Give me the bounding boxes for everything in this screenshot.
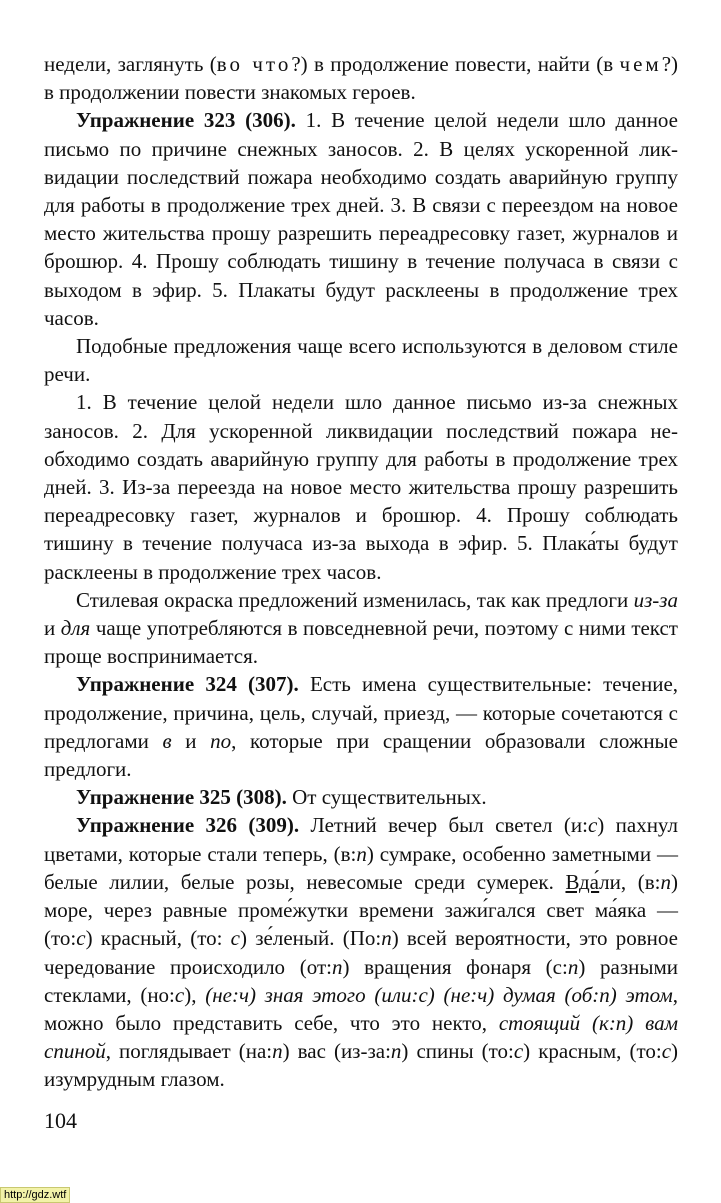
text-run: От существительных. xyxy=(286,785,487,810)
text-run: Есть имена существительные: течение, продолжение, причина, цель, случай, приезд, — которые сочетаются с предлогами xyxy=(44,672,679,753)
text-run: ) спины (то: xyxy=(401,1039,514,1064)
text-run: ) вращения фонаря (с: xyxy=(342,954,568,979)
text-run: и xyxy=(44,616,61,641)
text-run: недели, заглянуть ( xyxy=(44,52,217,76)
text-run: , можно было представить себе, что это некто, xyxy=(44,982,679,1035)
italic-phrase: (не:ч) зная этого (или:с) (не:ч) думая (об:п) этом xyxy=(205,982,673,1007)
text-run: 1. В течение целой недели шло данное письмо из-за снежных заносов. 2. Для ускоренной ликвидации последствий пожара необходимо создать аварийную группу для работы в продолжение трех дней. 3. Из-за переезда на новое место жительства прошу разрешить переадресовку газет, журналов и брошюр. 4. Прошу соблюдать тишину в течение получаса из-за выхода в эфир. 5. Плака́ты будут расклеены в продолжение трех часов. xyxy=(44,390,678,584)
italic-letter: п xyxy=(660,869,671,894)
page-number: 104 xyxy=(44,1108,77,1133)
text-run: ) пахнул цветами, которые стали теперь, (в: xyxy=(44,813,678,866)
italic-letter: п xyxy=(567,954,579,979)
exercise-325 xyxy=(44,783,678,811)
italic-letter: п xyxy=(272,1039,283,1064)
text-run: ли, (в: xyxy=(599,869,661,894)
italic-letter: п xyxy=(356,841,367,866)
italic-letter: с xyxy=(174,982,185,1007)
italic-letter: с xyxy=(230,926,240,951)
text-run: ) изумрудным глазом. xyxy=(44,1039,679,1092)
watermark-link[interactable]: http://gdz.wtf xyxy=(0,1187,70,1203)
exercise-heading: Упражнение 324 (307). xyxy=(76,672,299,697)
exercise-heading: Упражнение 326 (309). xyxy=(76,813,300,838)
italic-term: в xyxy=(162,728,172,753)
italic-letter: с xyxy=(76,926,86,951)
italic-letter: с xyxy=(661,1039,672,1064)
underlined-word: Вда́ xyxy=(565,869,600,894)
text-run: ), xyxy=(184,982,206,1007)
italic-term: из-за xyxy=(633,587,678,612)
text-run: чаще употребляются в повседневной речи, поэтому с ними текст проще воспринимается. xyxy=(44,616,678,669)
text-run: ) всей вероятности, это ровное чередование происходило (от: xyxy=(44,926,678,979)
exercise-heading: Упражнение 323 (306). xyxy=(76,108,296,133)
exercise-323 xyxy=(44,106,678,332)
paragraph-stylistic-change xyxy=(44,586,678,671)
text-run: Летний вечер был светел (и: xyxy=(299,813,588,838)
italic-letter: п xyxy=(390,1039,402,1064)
text-run: ?) в продолжении повести знакомых героев. xyxy=(44,52,679,105)
text-run: ?) в продолжение повести, найти (в xyxy=(291,52,620,76)
paragraph-rewritten-sentences xyxy=(44,388,678,585)
italic-phrase: стоящий (к:п) вам спиной xyxy=(44,1010,678,1064)
text-run: ) сумраке, особенно заметными — белые лилии, белые розы, невесомые среди сумерек. xyxy=(44,841,678,894)
italic-letter: с xyxy=(587,813,598,838)
text-run: и xyxy=(171,728,211,753)
italic-letter: п xyxy=(381,926,392,951)
italic-term: для xyxy=(60,616,91,641)
italic-letter: п xyxy=(331,954,343,979)
text-run: ) зе́леный. (По: xyxy=(240,926,382,951)
spaced-question-word: во что xyxy=(216,52,292,76)
exercise-324 xyxy=(44,670,678,783)
text-run: , поглядывает (на: xyxy=(105,1039,273,1064)
italic-letter: с xyxy=(513,1039,524,1064)
paragraph-continuation xyxy=(44,50,678,106)
exercise-326 xyxy=(44,811,678,1093)
text-run: , которые при сращении образовали сложные предлоги. xyxy=(44,728,678,782)
text-run: ) море, через равные проме́жутки времени зажи́гался свет ма́яка — (то: xyxy=(44,869,678,951)
text-run: ) красный, (то: xyxy=(85,926,231,951)
text-run: Подобные предложения чаще всего используются в деловом стиле речи. xyxy=(44,334,678,387)
text-run: ) разными стеклами, (но: xyxy=(44,954,678,1007)
text-run: Стилевая окраска предложений изменилась, так как предлоги xyxy=(76,587,634,612)
text-run: ) красным, (то: xyxy=(523,1039,662,1064)
italic-term: по xyxy=(210,728,232,753)
paragraph-style-note xyxy=(44,332,678,388)
exercise-heading: Упражнение 325 (308). xyxy=(76,785,287,810)
text-run: ) вас (из-за: xyxy=(282,1039,391,1064)
text-run: 1. В течение целой недели шло данное письмо по причине снежных заносов. 2. В целях ускоренной ликвидации последствий пожара необходимо создать аварийную группу для работы в продолжение трех дней. 3. В связи с переездом на новое место жительства прошу разрешить переадресовку газет, журналов и брошюр. 4. Прошу соблюдать тишину в течение получаса в связи с выходом в эфир. 5. Плакаты будут расклеены в продолжение трех часов. xyxy=(44,108,679,330)
page-body xyxy=(44,50,678,1094)
spaced-question-word: чем xyxy=(619,52,662,76)
